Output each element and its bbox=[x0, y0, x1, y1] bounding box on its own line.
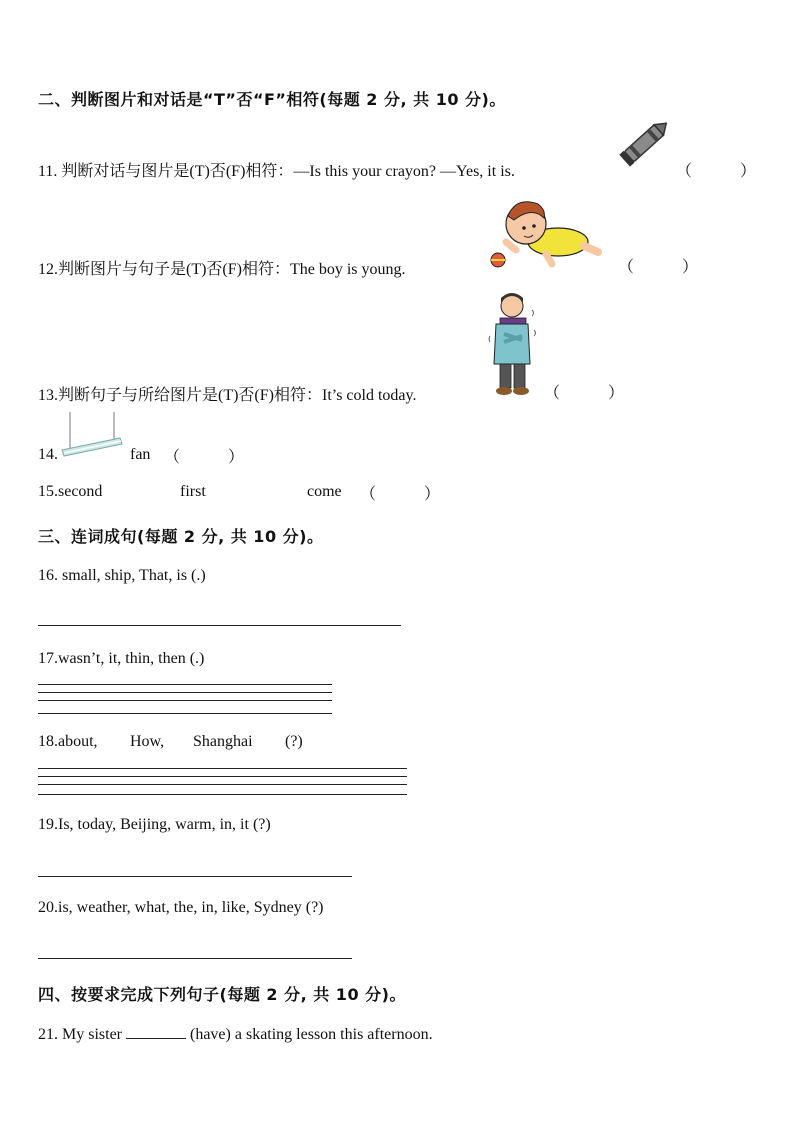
answer-line-18a[interactable] bbox=[38, 768, 407, 769]
question-15-word2: first bbox=[180, 483, 206, 500]
answer-line-18d[interactable] bbox=[38, 794, 407, 795]
question-15-word1: 15.second bbox=[38, 483, 103, 500]
answer-line-17d[interactable] bbox=[38, 713, 332, 714]
question-14-number: 14. bbox=[38, 446, 58, 463]
question-19: 19.Is, today, Beijing, warm, in, it (?) bbox=[38, 816, 271, 833]
question-18-c: Shanghai bbox=[193, 733, 253, 750]
question-21-part2: (have) a skating lesson this afternoon. bbox=[190, 1026, 433, 1043]
answer-paren-14[interactable]: （ ） bbox=[164, 449, 245, 466]
answer-paren-13[interactable]: （ ） bbox=[544, 385, 625, 402]
question-13: 13.判断句子与所给图片是(T)否(F)相符：It’s cold today. bbox=[38, 387, 417, 404]
question-18-a: 18.about, bbox=[38, 733, 98, 750]
answer-line-17c[interactable] bbox=[38, 700, 332, 701]
answer-line-17a[interactable] bbox=[38, 684, 332, 685]
answer-paren-12[interactable]: （ ） bbox=[618, 259, 699, 276]
fluorescent-lamp-icon bbox=[58, 410, 126, 458]
question-21 bbox=[38, 1024, 433, 1044]
question-21-part1: 21. My sister bbox=[38, 1026, 122, 1043]
question-17: 17.wasn’t, it, thin, then (.) bbox=[38, 650, 205, 667]
section-2-title: 二、判断图片和对话是“T”否“F”相符(每题 2 分, 共 10 分)。 bbox=[38, 90, 506, 109]
question-12: 12.判断图片与句子是(T)否(F)相符：The boy is young. bbox=[38, 261, 406, 278]
answer-line-18b[interactable] bbox=[38, 776, 407, 777]
question-15-word3: come bbox=[307, 483, 342, 500]
cold-man-icon bbox=[488, 290, 540, 398]
question-18-d: (?) bbox=[285, 733, 303, 750]
answer-line-19[interactable] bbox=[38, 876, 352, 877]
answer-paren-15[interactable]: （ ） bbox=[360, 486, 441, 503]
answer-paren-11[interactable]: （ ） bbox=[676, 163, 757, 180]
crayon-icon bbox=[612, 118, 670, 174]
answer-line-16[interactable] bbox=[38, 625, 401, 626]
section-3-title: 三、连词成句(每题 2 分, 共 10 分)。 bbox=[38, 527, 324, 546]
answer-line-20[interactable] bbox=[38, 958, 352, 959]
answer-blank-21[interactable] bbox=[126, 1024, 186, 1039]
question-18-b: How, bbox=[130, 733, 165, 750]
answer-line-18c[interactable] bbox=[38, 784, 407, 785]
question-11: 11. 判断对话与图片是(T)否(F)相符：—Is this your crayon? —Yes, it is. bbox=[38, 163, 515, 180]
answer-line-17b[interactable] bbox=[38, 692, 332, 693]
question-20: 20.is, weather, what, the, in, like, Sydney (?) bbox=[38, 899, 324, 916]
question-16: 16. small, ship, That, is (.) bbox=[38, 567, 206, 584]
question-14-word: fan bbox=[130, 446, 151, 463]
section-4-title: 四、按要求完成下列句子(每题 2 分, 共 10 分)。 bbox=[38, 985, 406, 1004]
crawling-baby-icon bbox=[486, 190, 606, 272]
